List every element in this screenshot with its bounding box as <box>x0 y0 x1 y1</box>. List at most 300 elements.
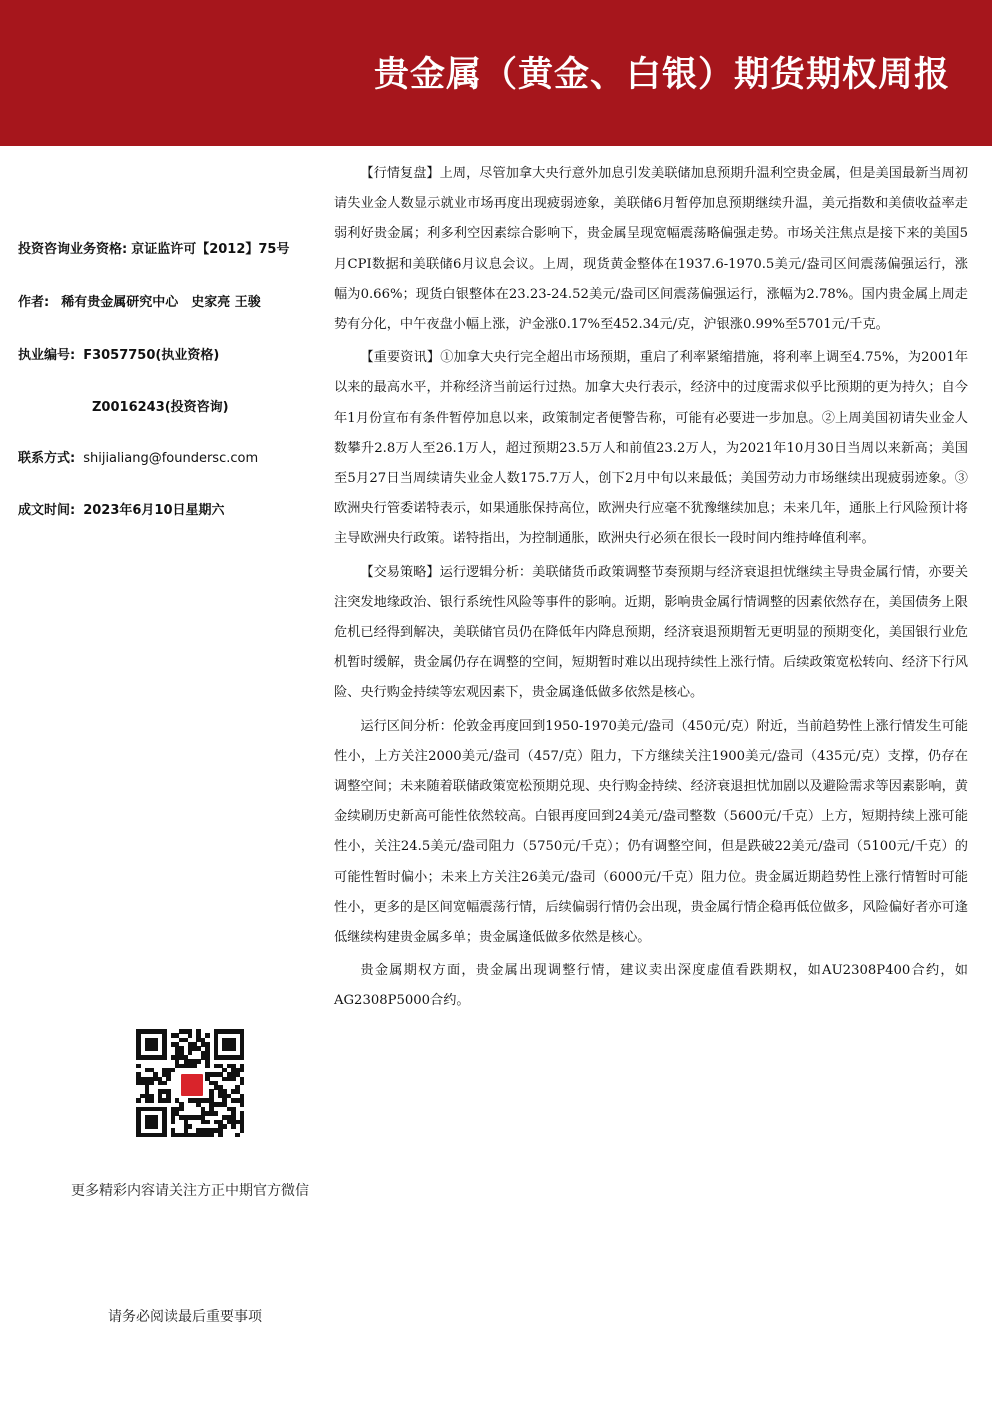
qr-module <box>201 1051 206 1056</box>
qr-module <box>201 1038 206 1043</box>
qr-module <box>196 1133 201 1138</box>
qr-module <box>222 1046 227 1051</box>
qr-module <box>149 1098 154 1103</box>
qr-module <box>136 1107 141 1112</box>
qr-module <box>136 1133 141 1138</box>
qr-module <box>149 1115 154 1120</box>
qr-module <box>222 1089 227 1094</box>
qr-module <box>136 1072 141 1077</box>
qr-module <box>209 1111 214 1116</box>
qr-module <box>214 1046 219 1051</box>
qr-module <box>227 1046 232 1051</box>
qr-module <box>149 1094 154 1099</box>
qr-module <box>222 1042 227 1047</box>
qr-module <box>214 1033 219 1038</box>
qr-module <box>218 1072 223 1077</box>
qr-module <box>218 1133 223 1138</box>
qr-module <box>145 1085 150 1090</box>
qr-module <box>218 1029 223 1034</box>
qr-module <box>162 1068 167 1073</box>
qr-module <box>214 1051 219 1056</box>
qr-module <box>153 1124 158 1129</box>
qr-module <box>235 1098 240 1103</box>
contact-row <box>18 447 258 466</box>
qr-module <box>184 1133 189 1138</box>
qr-module <box>145 1042 150 1047</box>
qr-module <box>227 1077 232 1082</box>
qr-module <box>175 1059 180 1064</box>
qr-module <box>205 1064 210 1069</box>
qr-module <box>145 1098 150 1103</box>
qr-module <box>140 1055 145 1060</box>
qr-module <box>209 1081 214 1086</box>
qr-module <box>140 1133 145 1138</box>
qr-module <box>218 1120 223 1125</box>
qr-module <box>162 1128 167 1133</box>
qr-module <box>209 1072 214 1077</box>
qr-module <box>188 1059 193 1064</box>
qr-module <box>214 1085 219 1090</box>
qr-module <box>205 1046 210 1051</box>
qr-module <box>162 1107 167 1112</box>
qr-module <box>240 1081 245 1086</box>
qr-module <box>218 1124 223 1129</box>
qr-module <box>192 1042 197 1047</box>
license-row <box>18 344 219 363</box>
disclaimer-note: 请务必阅读最后重要事项 <box>108 1309 262 1325</box>
qr-module <box>149 1042 154 1047</box>
qr-module <box>179 1115 184 1120</box>
qr-module <box>240 1111 245 1116</box>
qr-module <box>158 1081 163 1086</box>
qr-module <box>145 1133 150 1138</box>
qr-module <box>188 1042 193 1047</box>
qr-module <box>158 1133 163 1138</box>
qr-module <box>179 1064 184 1069</box>
qr-module <box>227 1029 232 1034</box>
qr-module <box>214 1120 219 1125</box>
qr-module <box>209 1098 214 1103</box>
qr-module <box>145 1081 150 1086</box>
qr-module <box>231 1111 236 1116</box>
qr-module <box>218 1094 223 1099</box>
qr-module <box>218 1064 223 1069</box>
qr-module <box>196 1038 201 1043</box>
qr-module <box>158 1077 163 1082</box>
qr-module <box>231 1107 236 1112</box>
date-label: 成文时间: <box>18 503 76 518</box>
qr-module <box>240 1068 245 1073</box>
qr-module <box>201 1128 206 1133</box>
qr-module <box>175 1111 180 1116</box>
qr-module <box>136 1098 141 1103</box>
qr-module <box>205 1077 210 1082</box>
license2-row <box>92 396 229 415</box>
authors-row <box>18 291 261 310</box>
qr-module <box>145 1038 150 1043</box>
qr-module <box>192 1115 197 1120</box>
qr-module <box>136 1128 141 1133</box>
qr-module <box>166 1098 171 1103</box>
qr-module <box>171 1033 176 1038</box>
qr-module <box>149 1077 154 1082</box>
qr-module <box>158 1094 163 1099</box>
qr-module <box>153 1046 158 1051</box>
qr-module <box>196 1059 201 1064</box>
qr-module <box>153 1072 158 1077</box>
qr-module <box>179 1046 184 1051</box>
qualification-label: 投资咨询业务资格: <box>18 242 128 257</box>
qr-module <box>218 1055 223 1060</box>
strategy-text: 运行逻辑分析：美联储货币政策调整节奏预期与经济衰退担忧继续主导贵金属行情，亦要关注突发地缘政治、银行系统性风险等事件的影响。近期，影响贵金属行情调整的因素依然存在，美国债务上限危机已经得到解决，美联储官员仍在降低年内降息预期，经济衰退预期暂无更明显的预期变化，美国银行业危机暂时缓解，贵金属仍存在调整的空间，短期暂时难以出现持续性上涨行情。后续政策宽松转向、经济下行风险、央行购金持续等宏观因素下，贵金属逢低做多依然是核心。 <box>334 564 969 701</box>
qr-module <box>162 1051 167 1056</box>
qr-module <box>227 1094 232 1099</box>
qr-module <box>171 1128 176 1133</box>
qr-module <box>136 1111 141 1116</box>
qr-module <box>175 1098 180 1103</box>
strategy-tag: 【交易策略】 <box>360 564 440 580</box>
qr-module <box>214 1111 219 1116</box>
qr-module <box>240 1128 245 1133</box>
qr-module <box>153 1029 158 1034</box>
qr-module <box>201 1120 206 1125</box>
qr-module <box>231 1072 236 1077</box>
qr-module <box>162 1072 167 1077</box>
qr-module <box>171 1133 176 1138</box>
license-label: 执业编号: <box>18 348 76 363</box>
qr-module <box>205 1059 210 1064</box>
qr-module <box>209 1128 214 1133</box>
qr-module <box>240 1029 245 1034</box>
qr-module <box>227 1042 232 1047</box>
qr-module <box>235 1085 240 1090</box>
qr-module <box>240 1120 245 1125</box>
qr-module <box>222 1038 227 1043</box>
qr-module <box>166 1077 171 1082</box>
qr-module <box>205 1120 210 1125</box>
authors-value: 稀有贵金属研究中心 史家亮 王骏 <box>61 295 261 310</box>
qr-module <box>175 1042 180 1047</box>
qr-module <box>222 1094 227 1099</box>
qr-module <box>240 1046 245 1051</box>
qr-module <box>171 1120 176 1125</box>
news-tag: 【重要资讯】 <box>360 350 441 366</box>
qr-module <box>201 1115 206 1120</box>
qr-module <box>153 1038 158 1043</box>
qr-module <box>136 1042 141 1047</box>
qr-module <box>184 1120 189 1125</box>
qr-module <box>235 1072 240 1077</box>
qr-module <box>214 1064 219 1069</box>
range-analysis-paragraph: 运行区间分析：伦敦金再度回到1950-1970美元/盎司（450元/克）附近，当前趋势性上涨行情发生可能性小，上方关注2000美元/盎司（457/克）阻力，下方继续关注1900美元/盎司（435元/克）支撑，仍存在调整空间；未来随着联储政策宽松预期兑现、央行购金持续、经济衰退担忧加剧以及避险需求等因素影响，黄金续刷历史新高可能性依然较高。白银再度回到24美元/盎司整数（5600元/千克）上方，短期持续上涨可能性小，关注24.5美元/盎司阻力（5750元/千克）；仍有调整空间，但是跌破22美元/盎司（5100元/千克）的可能性暂时偏小；未来上方关注26美元/盎司（6000元/千克）阻力位。贵金属近期趋势性上涨行情暂时可能性小，更多的是区间宽幅震荡行情，后续偏弱行情仍会出现，贵金属行情企稳再低位做多，风险偏好者亦可逢低继续构建贵金属多单；贵金属逢低做多依然是核心。 <box>334 718 968 946</box>
qr-module <box>149 1120 154 1125</box>
news-paragraph <box>334 343 968 554</box>
qr-module <box>201 1107 206 1112</box>
date-value: 2023年6月10日星期六 <box>83 503 225 518</box>
qr-module <box>136 1120 141 1125</box>
qr-module <box>162 1081 167 1086</box>
qr-module <box>209 1133 214 1138</box>
qr-module <box>162 1046 167 1051</box>
qr-module <box>136 1115 141 1120</box>
qr-module <box>153 1055 158 1060</box>
qr-module <box>227 1072 232 1077</box>
qr-module <box>184 1128 189 1133</box>
qr-module <box>201 1098 206 1103</box>
qr-module <box>166 1089 171 1094</box>
qr-module <box>145 1068 150 1073</box>
qr-module <box>175 1133 180 1138</box>
qr-module <box>227 1055 232 1060</box>
qr-module <box>153 1042 158 1047</box>
qr-module <box>153 1077 158 1082</box>
qr-module <box>158 1029 163 1034</box>
qr-module <box>188 1051 193 1056</box>
report-header <box>0 0 992 146</box>
qr-module <box>136 1051 141 1056</box>
qr-module <box>136 1064 141 1069</box>
qr-module <box>149 1038 154 1043</box>
qr-module <box>140 1107 145 1112</box>
qr-module <box>231 1064 236 1069</box>
qr-module <box>149 1081 154 1086</box>
qr-module <box>192 1059 197 1064</box>
market-review-tag: 【行情复盘】 <box>360 166 440 181</box>
report-body <box>334 159 968 1020</box>
qr-module <box>222 1115 227 1120</box>
qr-module <box>240 1038 245 1043</box>
qr-module <box>214 1029 219 1034</box>
qr-module <box>205 1111 210 1116</box>
qr-module <box>175 1046 180 1051</box>
qr-module <box>240 1098 245 1103</box>
qr-module <box>196 1033 201 1038</box>
qualification-value: 京证监许可【2012】75号 <box>131 242 290 257</box>
qr-module <box>201 1111 206 1116</box>
qr-module <box>205 1055 210 1060</box>
qr-module <box>196 1115 201 1120</box>
qr-module <box>158 1098 163 1103</box>
qr-module <box>201 1133 206 1138</box>
contact-email[interactable]: shijialiang@foundersc.com <box>83 451 259 466</box>
qr-module <box>153 1133 158 1138</box>
qr-module <box>231 1042 236 1047</box>
qr-module <box>218 1089 223 1094</box>
qr-module <box>171 1068 176 1073</box>
qr-module <box>222 1055 227 1060</box>
qr-module <box>231 1089 236 1094</box>
sidebar <box>0 146 330 1403</box>
qr-module <box>214 1128 219 1133</box>
qr-module <box>196 1046 201 1051</box>
qr-module <box>205 1042 210 1047</box>
qr-module <box>162 1029 167 1034</box>
qr-module <box>196 1102 201 1107</box>
qualification-row <box>18 238 289 257</box>
qr-module <box>240 1102 245 1107</box>
qr-module <box>162 1098 167 1103</box>
qr-module <box>145 1094 150 1099</box>
wechat-follow-note: 更多精彩内容请关注方正中期官方微信 <box>71 1183 309 1199</box>
qr-module <box>166 1072 171 1077</box>
qr-module <box>214 1102 219 1107</box>
qr-module <box>240 1033 245 1038</box>
qr-module <box>205 1128 210 1133</box>
qr-module <box>184 1064 189 1069</box>
qr-module <box>240 1051 245 1056</box>
qr-module <box>209 1102 214 1107</box>
qr-module <box>145 1115 150 1120</box>
qr-module <box>162 1089 167 1094</box>
qr-module <box>188 1033 193 1038</box>
qr-module <box>188 1046 193 1051</box>
qr-module <box>184 1115 189 1120</box>
logo-icon <box>179 1072 205 1098</box>
qr-module <box>196 1098 201 1103</box>
qr-module <box>196 1128 201 1133</box>
qr-module <box>235 1068 240 1073</box>
qr-module <box>227 1107 232 1112</box>
qr-module <box>153 1115 158 1120</box>
qr-module <box>175 1051 180 1056</box>
qr-module <box>171 1042 176 1047</box>
qr-module <box>179 1133 184 1138</box>
qr-module <box>162 1115 167 1120</box>
qr-module <box>214 1055 219 1060</box>
qr-module <box>184 1029 189 1034</box>
qr-module <box>205 1033 210 1038</box>
qr-module <box>136 1046 141 1051</box>
qr-module <box>214 1038 219 1043</box>
qr-module <box>188 1098 193 1103</box>
license2-value: Z0016243(投资咨询) <box>92 400 229 415</box>
qr-module <box>140 1077 145 1082</box>
date-row <box>18 499 225 518</box>
qr-module <box>214 1081 219 1086</box>
qr-module <box>205 1133 210 1138</box>
qr-module <box>188 1133 193 1138</box>
qr-module <box>240 1042 245 1047</box>
qr-module <box>175 1055 180 1060</box>
qr-module <box>214 1042 219 1047</box>
qr-module <box>235 1133 240 1138</box>
news-text: ①加拿大央行完全超出市场预期，重启了利率紧缩措施，将利率上调至4.75%，为2001年以来的最高水平，并称经济当前运行过热。加拿大央行表示，经济中的过度需求似乎比预期的更为持久；自今年1月份宣布有条件暂停加息以来，政策制定者便警告称，可能有必要进一步加息。②上周美国初请失业金人数攀升2.8万人至26.1万人，超过预期23.5万人和前值23.2万人，为2021年10月30日当周以来新高；美国至5月27日当周续请失业金人数175.7万人，创下2月中旬以来最低；美国劳动力市场继续出现疲弱迹象。③欧洲央行管委诺特表示，如果通胀保持高位，欧洲央行应毫不犹豫继续加息；未来几年，通胀上行风险预计将主导欧洲央行政策。诺特指出，为控制通胀，欧洲央行必须在很长一段时间内维持峰值利率。 <box>334 350 969 547</box>
qr-module <box>227 1120 232 1125</box>
qr-module <box>235 1089 240 1094</box>
qr-module <box>192 1133 197 1138</box>
qr-module <box>145 1029 150 1034</box>
qr-module <box>145 1124 150 1129</box>
qr-module <box>184 1055 189 1060</box>
qr-module <box>179 1051 184 1056</box>
qr-module <box>188 1124 193 1129</box>
qr-module <box>231 1038 236 1043</box>
qr-module <box>192 1064 197 1069</box>
qr-module <box>136 1077 141 1082</box>
qr-module <box>145 1107 150 1112</box>
qr-module <box>231 1055 236 1060</box>
qr-module <box>218 1102 223 1107</box>
qr-module <box>222 1068 227 1073</box>
qr-module <box>209 1089 214 1094</box>
qr-module <box>231 1068 236 1073</box>
qr-module <box>179 1102 184 1107</box>
qr-module <box>218 1085 223 1090</box>
qr-module <box>149 1107 154 1112</box>
qr-module <box>205 1051 210 1056</box>
qr-module <box>162 1133 167 1138</box>
qr-module <box>235 1055 240 1060</box>
qr-module <box>149 1046 154 1051</box>
qr-module <box>209 1094 214 1099</box>
qr-module <box>231 1115 236 1120</box>
market-review-paragraph <box>334 159 968 340</box>
qr-module <box>171 1115 176 1120</box>
qr-module <box>201 1042 206 1047</box>
qr-module <box>179 1107 184 1112</box>
qr-module <box>153 1120 158 1125</box>
qr-module <box>196 1029 201 1034</box>
qr-module <box>227 1064 232 1069</box>
qr-module <box>214 1072 219 1077</box>
qr-module <box>158 1055 163 1060</box>
qr-module <box>171 1111 176 1116</box>
qr-module <box>140 1094 145 1099</box>
qr-module <box>136 1029 141 1034</box>
qr-module <box>179 1055 184 1060</box>
qr-module <box>222 1102 227 1107</box>
qr-module <box>149 1133 154 1138</box>
qr-module <box>188 1029 193 1034</box>
qr-module <box>188 1115 193 1120</box>
qr-module <box>231 1124 236 1129</box>
qr-module <box>175 1107 180 1112</box>
qr-module <box>145 1120 150 1125</box>
qr-module <box>240 1124 245 1129</box>
qr-module <box>171 1055 176 1060</box>
qr-module <box>136 1033 141 1038</box>
qr-module <box>158 1089 163 1094</box>
qr-module <box>231 1046 236 1051</box>
qr-module <box>227 1038 232 1043</box>
options-paragraph: 贵金属期权方面，贵金属出现调整行情，建议卖出深度虚值看跌期权，如AU2308P400合约，如AG2308P5000合约。 <box>334 963 968 1009</box>
qr-module <box>235 1120 240 1125</box>
qr-module <box>231 1098 236 1103</box>
qr-module <box>162 1033 167 1038</box>
qr-module <box>171 1107 176 1112</box>
qr-module <box>149 1029 154 1034</box>
qr-module <box>205 1072 210 1077</box>
qr-module <box>240 1115 245 1120</box>
qr-module <box>227 1115 232 1120</box>
strategy-paragraph <box>334 558 968 709</box>
qr-module <box>162 1120 167 1125</box>
qr-module <box>158 1107 163 1112</box>
qr-module <box>145 1046 150 1051</box>
qr-module <box>231 1077 236 1082</box>
qr-module <box>149 1124 154 1129</box>
qr-module <box>166 1094 171 1099</box>
qr-module <box>162 1055 167 1060</box>
qr-module <box>218 1128 223 1133</box>
qr-module <box>136 1124 141 1129</box>
qr-module <box>240 1064 245 1069</box>
qr-module <box>209 1107 214 1112</box>
qr-module <box>184 1124 189 1129</box>
qr-module <box>136 1055 141 1060</box>
qr-module <box>149 1068 154 1073</box>
qr-module <box>205 1098 210 1103</box>
